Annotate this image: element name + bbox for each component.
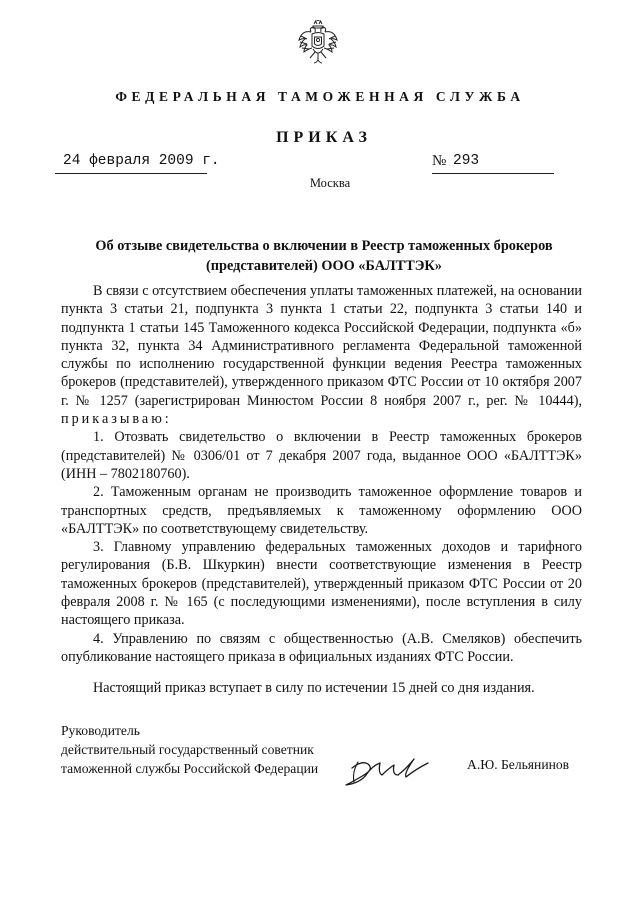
order-title-line-2: (представителей) ООО «БАЛТТЭК» [206, 257, 442, 274]
number-sign: № [432, 153, 447, 169]
signer-name: А.Ю. Бельянинов [467, 757, 570, 772]
effective-date-paragraph: Настоящий приказ вступает в силу по истечении 15 дней со дня издания. [93, 680, 535, 697]
document-type: ПРИКАЗ [276, 129, 372, 146]
order-title-line-1: Об отзыве свидетельства о включении в Реестр таможенных брокеров [95, 238, 553, 254]
preamble-paragraph [61, 282, 582, 428]
order-number: 293 [453, 153, 480, 169]
signer-rank-line-1: действительный государственный советник [61, 742, 314, 758]
agency-name: ФЕДЕРАЛЬНАЯ ТАМОЖЕННАЯ СЛУЖБА [115, 89, 525, 104]
signer-block [61, 722, 318, 778]
signer-rank-line-2: таможенной службы Российской Федерации [61, 760, 319, 776]
order-title [80, 237, 568, 276]
order-number-field [432, 153, 554, 174]
order-item-1: 1. Отозвать свидетельство о включении в Реестр таможенных брокеров (представителей) № 0306/01 от 7 декабря 2007 года, выданное ООО «БАЛТТЭК» (ИНН – 7802180760). [61, 429, 582, 482]
double-headed-eagle-emblem-icon [297, 20, 339, 70]
order-item-4: 4. Управлению по связям с общественностью (А.В. Смеляков) обеспечить опубликование настоящего приказа в официальных изданиях ФТС России. [61, 630, 582, 665]
order-item-3: 3. Главному управлению федеральных таможенных доходов и тарифного регулирования (Б.В. Шкуркин) внести соответствующие изменения в Реестр таможенных брокеров (представителей), утвержденный приказом ФТС России от 20 февраля 2008 г. № 165 (с последующими изменениями), после вступления в силу настоящего приказа. [61, 539, 582, 629]
city: Москва [309, 176, 351, 190]
order-word: приказываю: [61, 411, 172, 428]
signer-position: Руководитель [61, 723, 140, 738]
order-date-field [55, 153, 220, 174]
handwritten-signature [338, 742, 448, 800]
preamble-text: В связи с отсутствием обеспечения уплаты таможенных платежей, на основании пункта 3 статьи 21, подпункта 3 пункта 1 статьи 22, подпункта 3 статьи 140 и подпункта 1 статьи 145 Таможенного кодекса Российской Федерации, подпункта «б» пункта 32, пункта 34 Административного регламента Федеральной таможенной службы по исполнению государственной функции ведения Реестра таможенных брокеров (представителей), утвержденного приказом ФТС России от 10 октября 2007 г. № 1257 (зарегистрирован Минюстом России 8 ноября 2007 г., рег. № 10444), [61, 283, 582, 409]
order-item-2: 2. Таможенным органам не производить таможенное оформление товаров и транспортных средств, предъявляемых к таможенному оформлению ООО «БАЛТТЭК» по соответствующему свидетельству. [61, 484, 582, 537]
order-date: 24 февраля 2009 г. [63, 153, 220, 169]
order-body [61, 282, 582, 698]
